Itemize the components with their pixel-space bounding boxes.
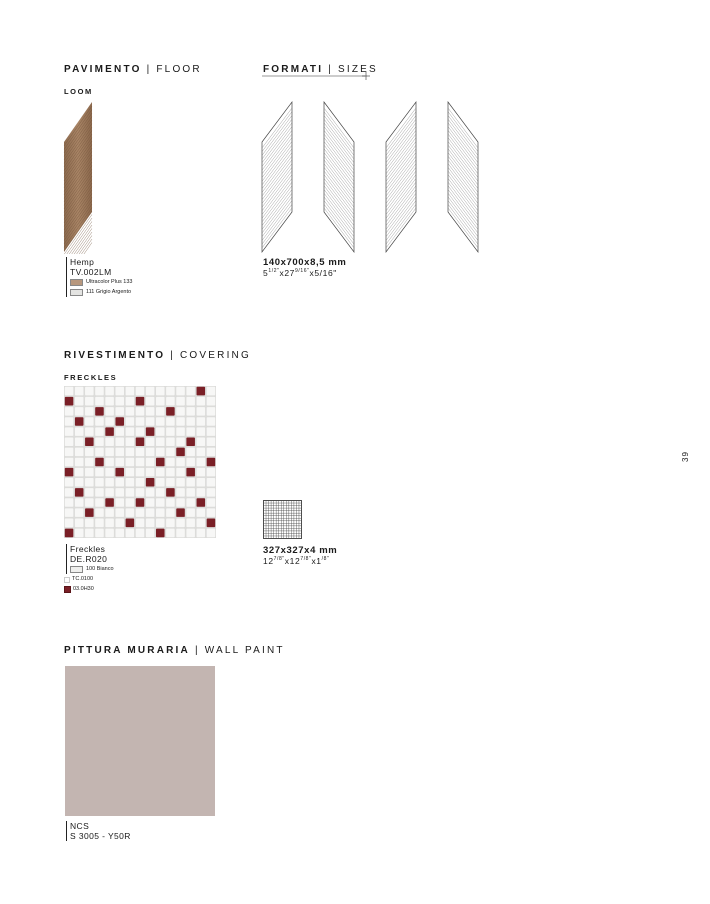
mosaic-tile-white	[75, 437, 84, 446]
mosaic-tile-white	[115, 427, 124, 436]
mosaic-tile-white	[156, 407, 165, 416]
mosaic-tile-red	[115, 468, 124, 477]
mosaic-tile-white	[105, 508, 114, 517]
mosaic-tile-red	[197, 387, 206, 396]
mosaic-tile-white	[166, 397, 175, 406]
mosaic-tile-red	[95, 407, 104, 416]
mosaic-tile-white	[95, 397, 104, 406]
mosaic-tile-white	[136, 458, 145, 467]
mosaic-tile-white	[207, 407, 216, 416]
mosaic-tile-white	[75, 468, 84, 477]
mosaic-tile-white	[186, 488, 195, 497]
mosaic-tile-red	[136, 498, 145, 507]
mosaic-tile-red	[176, 448, 185, 457]
mosaic-tile-white	[186, 458, 195, 467]
mosaic-tile-white	[186, 519, 195, 528]
mosaic-tile-red	[176, 508, 185, 517]
sizes-title-rule	[262, 72, 372, 82]
wall-size-mm: 327x327x4 mm	[263, 545, 338, 556]
mosaic-tile-red	[95, 458, 104, 467]
mosaic-tile-white	[166, 508, 175, 517]
covering-caption	[66, 544, 114, 574]
mosaic-tile-white	[176, 478, 185, 487]
mosaic-tile-white	[115, 498, 124, 507]
grout-swatch	[70, 279, 83, 286]
mosaic-tile-red	[75, 488, 84, 497]
floor-size-block	[263, 257, 346, 278]
mosaic-tile-white	[176, 417, 185, 426]
mosaic-tile-white	[146, 397, 155, 406]
mosaic-tile-white	[136, 448, 145, 457]
mosaic-tile-white	[207, 508, 216, 517]
mosaic-tile-white	[197, 448, 206, 457]
mosaic-tile-white	[156, 498, 165, 507]
mosaic-tile-white	[105, 529, 114, 538]
mosaic-tile-white	[115, 488, 124, 497]
wall-size-grid-icon	[263, 500, 303, 540]
mosaic-tile-red	[166, 407, 175, 416]
mosaic-tile-white	[156, 468, 165, 477]
mosaic-tile-red	[197, 498, 206, 507]
mosaic-tile-white	[85, 397, 94, 406]
mosaic-tile-white	[197, 397, 206, 406]
mosaic-tile-white	[105, 417, 114, 426]
mosaic-tile-white	[186, 498, 195, 507]
mosaic-tile-white	[146, 508, 155, 517]
mosaic-tile-white	[136, 407, 145, 416]
mosaic-tile-white	[146, 488, 155, 497]
covering-section-title: RIVESTIMENTO | COVERING	[64, 350, 251, 361]
mosaic-tile-white	[156, 519, 165, 528]
paint-system-name: NCS	[70, 821, 90, 831]
mosaic-tile-white	[146, 529, 155, 538]
mosaic-tile-red	[115, 417, 124, 426]
mosaic-tile-white	[95, 498, 104, 507]
mosaic-tile-white	[75, 397, 84, 406]
mosaic-tile-white	[166, 529, 175, 538]
mosaic-tile-white	[146, 437, 155, 446]
mosaic-tile-white	[136, 468, 145, 477]
mosaic-tile-white	[65, 478, 74, 487]
mosaic-tile-white	[166, 519, 175, 528]
mosaic-tile-white	[126, 437, 135, 446]
mosaic-tile-white	[207, 427, 216, 436]
page-number: 39	[680, 451, 690, 462]
mosaic-tile-white	[75, 458, 84, 467]
mosaic-tile-white	[197, 468, 206, 477]
mosaic-tile-white	[186, 417, 195, 426]
mosaic-tile-white	[65, 519, 74, 528]
mosaic-tile-white	[115, 387, 124, 396]
mosaic-tile-white	[146, 498, 155, 507]
paint-caption	[66, 821, 131, 841]
mosaic-tile-white	[85, 417, 94, 426]
mosaic-tile-red	[207, 519, 216, 528]
mosaic-tile-white	[85, 529, 94, 538]
mosaic-tile-white	[85, 407, 94, 416]
mosaic-tile-white	[126, 448, 135, 457]
mosaic-tile-white	[146, 468, 155, 477]
mosaic-tile-white	[65, 508, 74, 517]
mosaic-tile-red	[136, 437, 145, 446]
covering-color-legend	[64, 574, 94, 594]
mosaic-tile-white	[136, 508, 145, 517]
mosaic-tile-white	[95, 478, 104, 487]
paint-color-code: S 3005 - Y50R	[70, 831, 131, 841]
mosaic-tile-white	[126, 488, 135, 497]
mosaic-tile-white	[186, 397, 195, 406]
mosaic-tile-white	[156, 437, 165, 446]
mosaic-tile-white	[75, 427, 84, 436]
mosaic-tile-white	[105, 407, 114, 416]
mosaic-tile-white	[95, 387, 104, 396]
mosaic-tile-red	[186, 468, 195, 477]
mosaic-tile-white	[207, 488, 216, 497]
mosaic-tile-white	[136, 427, 145, 436]
mosaic-tile-white	[115, 508, 124, 517]
mosaic-tile-white	[156, 427, 165, 436]
mosaic-tile-white	[197, 529, 206, 538]
mosaic-tile-white	[176, 427, 185, 436]
mosaic-tile-red	[65, 397, 74, 406]
mosaic-tile-white	[197, 519, 206, 528]
mosaic-tile-white	[115, 437, 124, 446]
grout-swatch	[70, 566, 83, 573]
mosaic-tile-white	[105, 458, 114, 467]
mosaic-tile-white	[115, 448, 124, 457]
mosaic-tile-white	[166, 448, 175, 457]
mosaic-tile-white	[207, 417, 216, 426]
covering-legend-row: TC.0100	[64, 575, 94, 584]
floor-caption	[66, 257, 132, 297]
mosaic-tile-white	[197, 417, 206, 426]
mosaic-tile-white	[75, 478, 84, 487]
mosaic-tile-white	[207, 397, 216, 406]
mosaic-tile-white	[65, 498, 74, 507]
floor-section-title: PAVIMENTO | FLOOR	[64, 64, 202, 75]
mosaic-tile-white	[176, 458, 185, 467]
mosaic-tile-white	[95, 529, 104, 538]
mosaic-tile-white	[105, 488, 114, 497]
mosaic-tile-white	[146, 387, 155, 396]
mosaic-tile-white	[166, 498, 175, 507]
mosaic-tile-white	[65, 488, 74, 497]
mosaic-tile-white	[65, 387, 74, 396]
mosaic-tile-white	[136, 387, 145, 396]
mosaic-tile-white	[65, 458, 74, 467]
mosaic-tile-red	[207, 458, 216, 467]
mosaic-tile-white	[136, 417, 145, 426]
mosaic-tile-white	[126, 407, 135, 416]
mosaic-tile-white	[156, 488, 165, 497]
mosaic-tile-white	[126, 529, 135, 538]
mosaic-tile-white	[85, 468, 94, 477]
mosaic-tile-white	[115, 458, 124, 467]
mosaic-tile-white	[166, 417, 175, 426]
mosaic-tile-white	[75, 529, 84, 538]
mosaic-tile-white	[186, 407, 195, 416]
sizes-section-title: FORMATI | SIZES	[263, 64, 378, 75]
mosaic-tile-white	[186, 529, 195, 538]
mosaic-tile-white	[65, 437, 74, 446]
mosaic-tile-red	[166, 488, 175, 497]
mosaic-tile-white	[65, 417, 74, 426]
mosaic-tile-white	[75, 519, 84, 528]
mosaic-tile-white	[95, 437, 104, 446]
mosaic-tile-white	[176, 407, 185, 416]
mosaic-tile-white	[197, 407, 206, 416]
mosaic-tile-red	[85, 437, 94, 446]
mosaic-tile-white	[75, 508, 84, 517]
mosaic-tile-white	[176, 519, 185, 528]
mosaic-tile-white	[95, 488, 104, 497]
mosaic-tile-white	[156, 478, 165, 487]
mosaic-tile-white	[156, 387, 165, 396]
mosaic-tile-white	[176, 488, 185, 497]
mosaic-tile-white	[197, 427, 206, 436]
mosaic-tile-white	[65, 427, 74, 436]
mosaic-tile-white	[126, 508, 135, 517]
freckles-mosaic-image	[64, 386, 216, 538]
mosaic-tile-white	[146, 519, 155, 528]
mosaic-tile-white	[166, 387, 175, 396]
floor-product-name: LOOM	[64, 87, 93, 96]
mosaic-tile-white	[176, 397, 185, 406]
color-swatch	[64, 577, 70, 583]
mosaic-tile-red	[75, 417, 84, 426]
mosaic-tile-red	[146, 478, 155, 487]
mosaic-tile-white	[105, 397, 114, 406]
covering-tile-name: Freckles	[70, 544, 106, 554]
mosaic-tile-white	[186, 508, 195, 517]
mosaic-tile-white	[166, 427, 175, 436]
mosaic-tile-white	[176, 529, 185, 538]
mosaic-tile-white	[85, 448, 94, 457]
mosaic-tile-white	[136, 529, 145, 538]
mosaic-tile-white	[75, 498, 84, 507]
mosaic-tile-white	[95, 519, 104, 528]
mosaic-tile-white	[126, 498, 135, 507]
mosaic-tile-white	[146, 407, 155, 416]
mosaic-tile-white	[136, 488, 145, 497]
mosaic-tile-white	[207, 529, 216, 538]
mosaic-tile-white	[85, 488, 94, 497]
floor-size-mm: 140x700x8,5 mm	[263, 257, 347, 268]
mosaic-tile-white	[85, 387, 94, 396]
mosaic-tile-white	[126, 458, 135, 467]
mosaic-tile-white	[176, 468, 185, 477]
mosaic-tile-red	[65, 468, 74, 477]
mosaic-tile-white	[207, 437, 216, 446]
mosaic-tile-white	[115, 397, 124, 406]
mosaic-tile-white	[85, 478, 94, 487]
grid-frame	[264, 501, 302, 539]
mosaic-tile-white	[166, 468, 175, 477]
mosaic-tile-red	[126, 519, 135, 528]
mosaic-tile-white	[75, 448, 84, 457]
mosaic-tile-white	[166, 458, 175, 467]
wall-size-inches: $12^{7/8"}x12^{7/8"}x1^{/8"}$	[263, 556, 330, 566]
mosaic-tile-white	[197, 478, 206, 487]
mosaic-tile-white	[85, 458, 94, 467]
mosaic-tile-white	[156, 417, 165, 426]
mosaic-tile-white	[156, 397, 165, 406]
grout-swatch	[70, 289, 83, 296]
mosaic-tile-white	[126, 397, 135, 406]
mosaic-tile-white	[207, 448, 216, 457]
mosaic-tile-red	[85, 508, 94, 517]
mosaic-tile-white	[126, 387, 135, 396]
mosaic-tile-white	[207, 387, 216, 396]
mosaic-tile-white	[115, 407, 124, 416]
covering-tile-code: DE.R020	[70, 554, 108, 564]
mosaic-tile-white	[95, 468, 104, 477]
mosaic-tile-white	[207, 498, 216, 507]
mosaic-tile-white	[197, 458, 206, 467]
floor-tile-code: TV.002LM	[70, 267, 112, 277]
mosaic-tile-white	[136, 519, 145, 528]
mosaic-tile-white	[105, 478, 114, 487]
mosaic-tile-white	[105, 387, 114, 396]
mosaic-tile-white	[85, 498, 94, 507]
mosaic-tile-white	[136, 478, 145, 487]
mosaic-tile-red	[136, 397, 145, 406]
mosaic-tile-red	[156, 529, 165, 538]
mosaic-tile-white	[186, 448, 195, 457]
floor-size-inches: $5^{1/2"}x27^{9/16"}x5/16$"	[263, 268, 337, 278]
covering-legend-row: 100 Bianco	[70, 565, 114, 574]
color-swatch	[64, 586, 71, 593]
paint-color-swatch	[65, 666, 215, 816]
loom-tile-image	[62, 100, 96, 254]
mosaic-tile-white	[85, 427, 94, 436]
mosaic-tile-white	[95, 448, 104, 457]
mosaic-tile-white	[126, 478, 135, 487]
mosaic-tile-white	[105, 468, 114, 477]
mosaic-tile-white	[156, 508, 165, 517]
mosaic-tile-white	[176, 498, 185, 507]
mosaic-tile-white	[207, 478, 216, 487]
wall-size-block	[263, 545, 337, 566]
mosaic-tile-white	[115, 478, 124, 487]
mosaic-tile-white	[197, 437, 206, 446]
mosaic-tile-white	[197, 488, 206, 497]
mosaic-tile-red	[105, 427, 114, 436]
mosaic-tile-white	[105, 448, 114, 457]
mosaic-tile-red	[186, 437, 195, 446]
mosaic-tile-red	[156, 458, 165, 467]
mosaic-tile-white	[126, 468, 135, 477]
covering-legend-row: 03.0H30	[64, 585, 94, 594]
floor-tile-name: Hemp	[70, 257, 95, 267]
herringbone-layout-diagram	[258, 100, 488, 256]
mosaic-tile-white	[146, 458, 155, 467]
mosaic-tile-white	[186, 427, 195, 436]
mosaic-tile-red	[65, 529, 74, 538]
mosaic-tile-white	[207, 468, 216, 477]
mosaic-tile-white	[65, 407, 74, 416]
mosaic-tile-white	[186, 478, 195, 487]
mosaic-tile-white	[95, 508, 104, 517]
mosaic-tile-white	[75, 407, 84, 416]
mosaic-tile-white	[146, 448, 155, 457]
mosaic-tile-white	[166, 437, 175, 446]
mosaic-tile-white	[197, 508, 206, 517]
mosaic-tile-white	[115, 519, 124, 528]
mosaic-tile-white	[166, 478, 175, 487]
mosaic-tile-white	[176, 437, 185, 446]
mosaic-tile-white	[156, 448, 165, 457]
mosaic-tile-red	[105, 498, 114, 507]
mosaic-tile-white	[186, 387, 195, 396]
floor-legend-row: Ultracolor Plus 133	[70, 278, 132, 287]
mosaic-tile-white	[146, 417, 155, 426]
mosaic-tile-white	[95, 417, 104, 426]
mosaic-tile-white	[105, 437, 114, 446]
mosaic-tile-white	[85, 519, 94, 528]
mosaic-tile-white	[95, 427, 104, 436]
mosaic-tile-white	[115, 529, 124, 538]
mosaic-tile-red	[146, 427, 155, 436]
mosaic-tile-white	[126, 427, 135, 436]
mosaic-tile-white	[105, 519, 114, 528]
floor-legend-row: 111 Grigio Argento	[70, 288, 132, 297]
mosaic-tile-white	[126, 417, 135, 426]
paint-section-title: PITTURA MURARIA | WALL PAINT	[64, 645, 285, 656]
mosaic-tile-white	[176, 387, 185, 396]
covering-product-name: FRECKLES	[64, 373, 118, 382]
mosaic-tile-white	[75, 387, 84, 396]
mosaic-tile-white	[65, 448, 74, 457]
